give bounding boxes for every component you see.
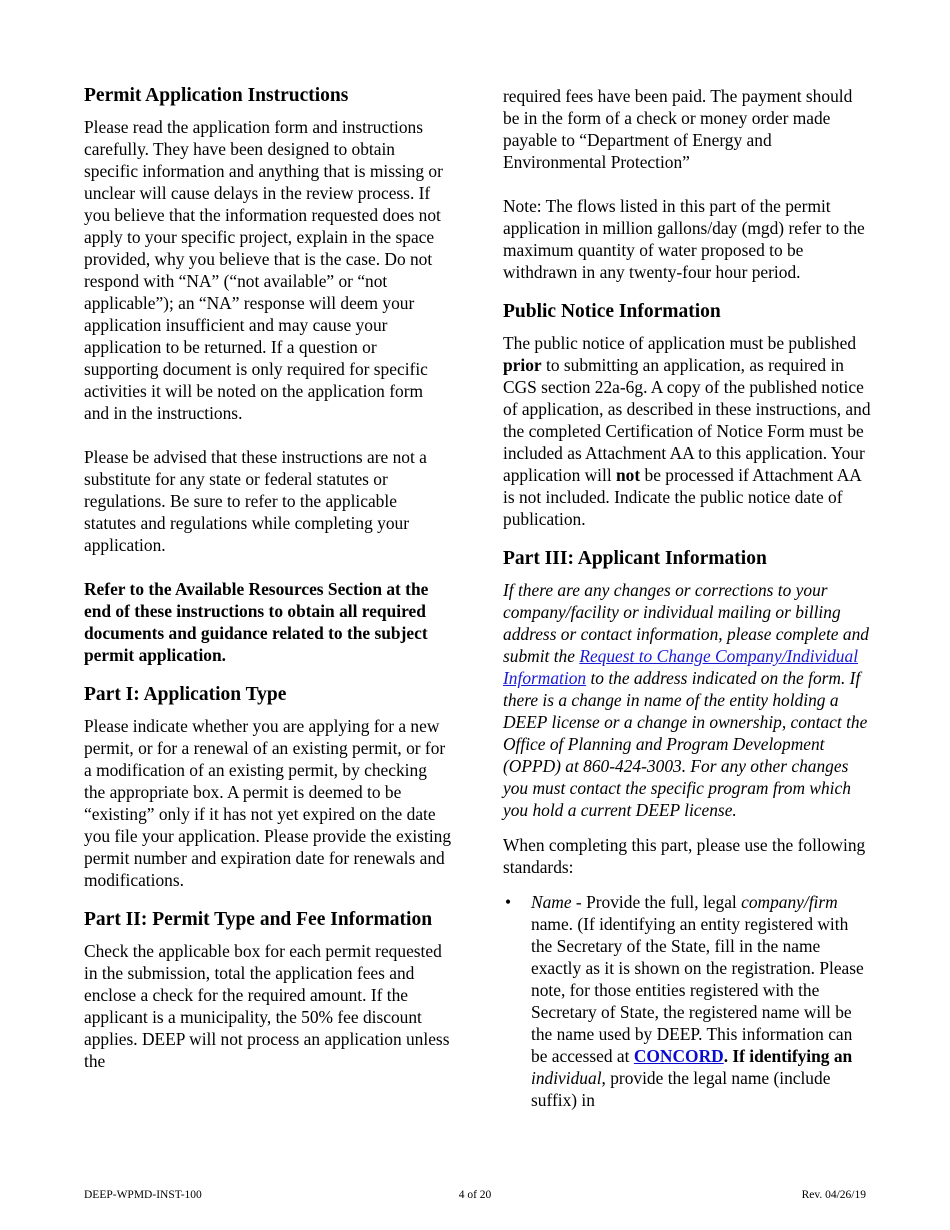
heading-permit-application-instructions: Permit Application Instructions (84, 85, 349, 106)
right-column (503, 84, 871, 1111)
request-to-change-link[interactable]: Request to Change Company/Individual Information (503, 646, 859, 688)
paragraph-public-notice: The public notice of application must be published prior to submitting an application, as required in CGS section 22a-6g. A copy of the published notice of application, as described in these instructions, and the completed Certification of Notice Form must be included as Attachment AA to this application. Your application will not be processed if Attachment AA is not included. Indicate the public notice date of publication. (503, 333, 871, 529)
emphasis-not: not (616, 465, 641, 485)
emphasis-prior: prior (503, 355, 542, 375)
page-footer (84, 1187, 866, 1203)
paragraph-applicant-changes: If there are any changes or corrections to your company/facility or individual mailing or billing address or contact information, please complete and submit the Request to Change Company/Individual Information to the address indicated on the form. If there is a change in name of the entity holding a DEEP license or a change in ownership, contact the Office of Planning and Program Development (OPPD) at 860-424-3003. For any other changes you must contact the specific program from which you hold a current DEEP license. (503, 580, 869, 820)
paragraph-flows-note: Note: The flows listed in this part of the permit application in million gallons/day (mgd) refer to the maximum quantity of water proposed to be withdrawn in any twenty-four hour period. (503, 196, 865, 282)
paragraph-advisory: Please be advised that these instructions are not a substitute for any state or federal statutes or regulations. Be sure to refer to the applicable statutes and regulations while completing your application. (84, 447, 427, 555)
footer-page-number: 4 of 20 (458, 1189, 492, 1201)
heading-public-notice: Public Notice Information (503, 301, 721, 322)
heading-part-iii: Part III: Applicant Information (503, 548, 767, 569)
paragraph-read-instructions: Please read the application form and instructions carefully. They have been designed to obtain specific information and anything that is missing or unclear will cause delays in the review process. If you believe that the information requested does not apply to your specific project, explain in the space provided, why you believe that is the case. Do not respond with “NA” (“not available” or “not applicable”); an “NA” response will deem your application insufficient and may cause your application to be returned. If a question or supporting document is only required for specific activities it will be noted on the application form and in the instructions. (84, 117, 443, 423)
standards-list (503, 891, 871, 1111)
footer-doc-id: DEEP-WPMD-INST-100 (84, 1189, 202, 1201)
paragraph-fees-paid: required fees have been paid. The payment should be in the form of a check or money order made payable to “Department of Energy and Environmental Protection” (503, 86, 853, 172)
heading-part-i: Part I: Application Type (84, 684, 287, 705)
list-item-name: • Name - Provide the full, legal company/firm name. (If identifying an entity registered with the Secretary of the State, fill in the name exactly as it is shown on the registration. Please note, for those entities registered with the Secretary of State, the registered name will be the name used by DEEP. This information can be accessed at CONCORD. If identifying an individual, provide the legal name (include suffix) in (505, 892, 864, 1110)
left-column (84, 84, 452, 1072)
bullet: • (505, 892, 512, 912)
paragraph-permit-fee: Check the applicable box for each permit requested in the submission, total the application fees and enclose a check for the required amount. If the applicant is a municipality, the 50% fee discount applies. DEEP will not process an application unless the (84, 941, 450, 1071)
paragraph-standards: When completing this part, please use the following standards: (503, 835, 866, 877)
paragraph-available-resources: Refer to the Available Resources Section at the end of these instructions to obtain all required documents and guidance related to the subject permit application. (84, 579, 429, 665)
heading-part-ii: Part II: Permit Type and Fee Information (84, 909, 433, 930)
footer-revision: Rev. 04/26/19 (801, 1189, 866, 1201)
paragraph-application-type: Please indicate whether you are applying for a new permit, or for a renewal of an existing permit, or for a modification of an existing permit, by checking the appropriate box. A permit is deemed to be “existing” only if it has not yet expired on the date you file your application. Please provide the existing permit number and expiration date for renewals and modifications. (84, 716, 452, 890)
concord-link[interactable]: CONCORD (633, 1046, 724, 1066)
